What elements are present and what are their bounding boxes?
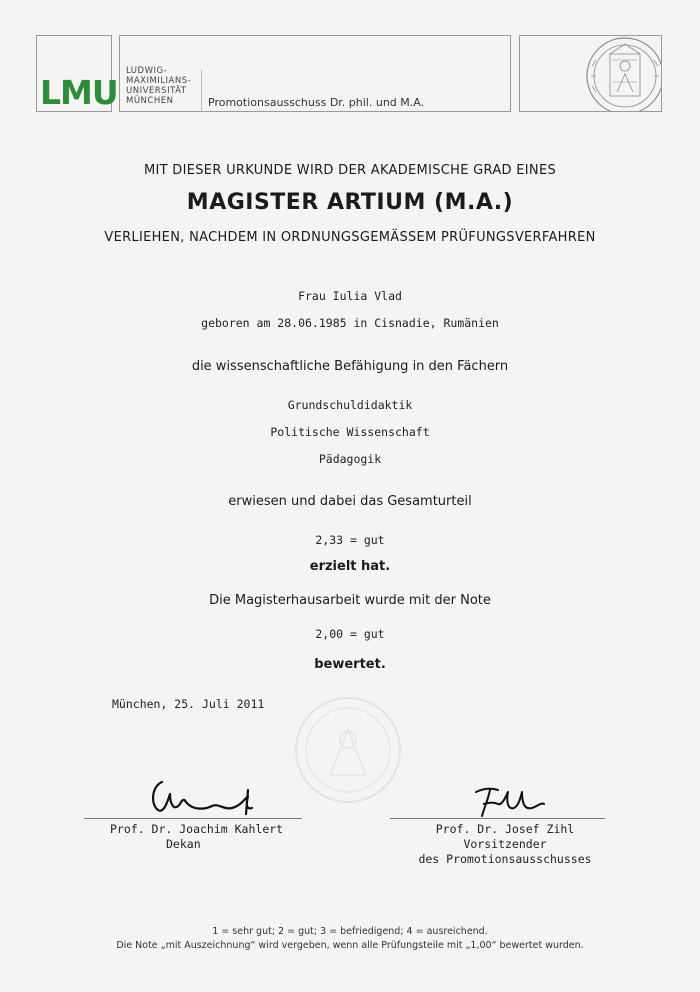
degree-title: MAGISTER ARTIUM (M.A.) [186, 190, 514, 215]
signatory-left [110, 822, 283, 852]
university-seal-icon [520, 36, 662, 112]
distinction-note: Die Note „mit Auszeichnung“ wird vergeben, wenn alle Prüfungsteile mit „1,00“ bewertet wurden. [116, 940, 584, 951]
university-box [119, 35, 511, 112]
subject-item: Politische Wissenschaft [270, 425, 430, 439]
university-name: LUDWIG- MAXIMILIANS- UNIVERSITÄT MÜNCHEN [126, 66, 192, 106]
signatory-right-role: Vorsitzender [463, 837, 547, 851]
recipient-name: Frau Iulia Vlad [298, 289, 402, 303]
signatory-left-role: Dekan [166, 837, 201, 851]
signatory-left-name: Prof. Dr. Joachim Kahlert [110, 822, 284, 836]
grading-scale: 1 = sehr gut; 2 = gut; 3 = befriedigend; 4 = ausreichend. [212, 926, 488, 937]
intro-text: MIT DIESER URKUNDE WIRD DER AKADEMISCHE GRAD EINES [143, 163, 557, 178]
subject-item: Grundschuldidaktik [287, 398, 413, 412]
logo-box [36, 35, 118, 112]
birth-info: geboren am 28.06.1985 in Cisnadie, Rumänien [201, 316, 499, 330]
header-divider [201, 70, 202, 112]
seal-box [519, 35, 662, 112]
signature-left-icon [148, 770, 268, 820]
committee-name: Promotionsausschuss Dr. phil. und M.A. [208, 96, 425, 109]
lmu-logo: LMU [40, 73, 118, 112]
signature-line-right [390, 818, 605, 819]
signature-line-left [84, 818, 302, 819]
overall-intro: erwiesen und dabei das Gesamturteil [228, 494, 472, 509]
signature-right-icon [470, 782, 560, 822]
signatory-right-role2: des Promotionsausschusses [418, 852, 592, 866]
achieved-text: erzielt hat. [309, 559, 391, 574]
graded-text: bewertet. [314, 657, 386, 672]
overall-grade: 2,33 = gut [315, 533, 385, 547]
subject-item: Pädagogik [318, 452, 382, 466]
thesis-grade: 2,00 = gut [315, 627, 385, 641]
subjects-intro: die wissenschaftliche Befähigung in den Fächern [191, 359, 509, 374]
signatory-right-name: Prof. Dr. Josef Zihl [435, 822, 575, 836]
embossed-seal-icon [288, 695, 408, 805]
place-date: München, 25. Juli 2011 [112, 697, 265, 711]
signatory-right [405, 822, 605, 867]
awarded-text: VERLIEHEN, NACHDEM IN ORDNUNGSGEMÄSSEM PRÜFUNGSVERFAHREN [104, 230, 596, 245]
thesis-intro: Die Magisterhausarbeit wurde mit der Note [209, 593, 491, 608]
